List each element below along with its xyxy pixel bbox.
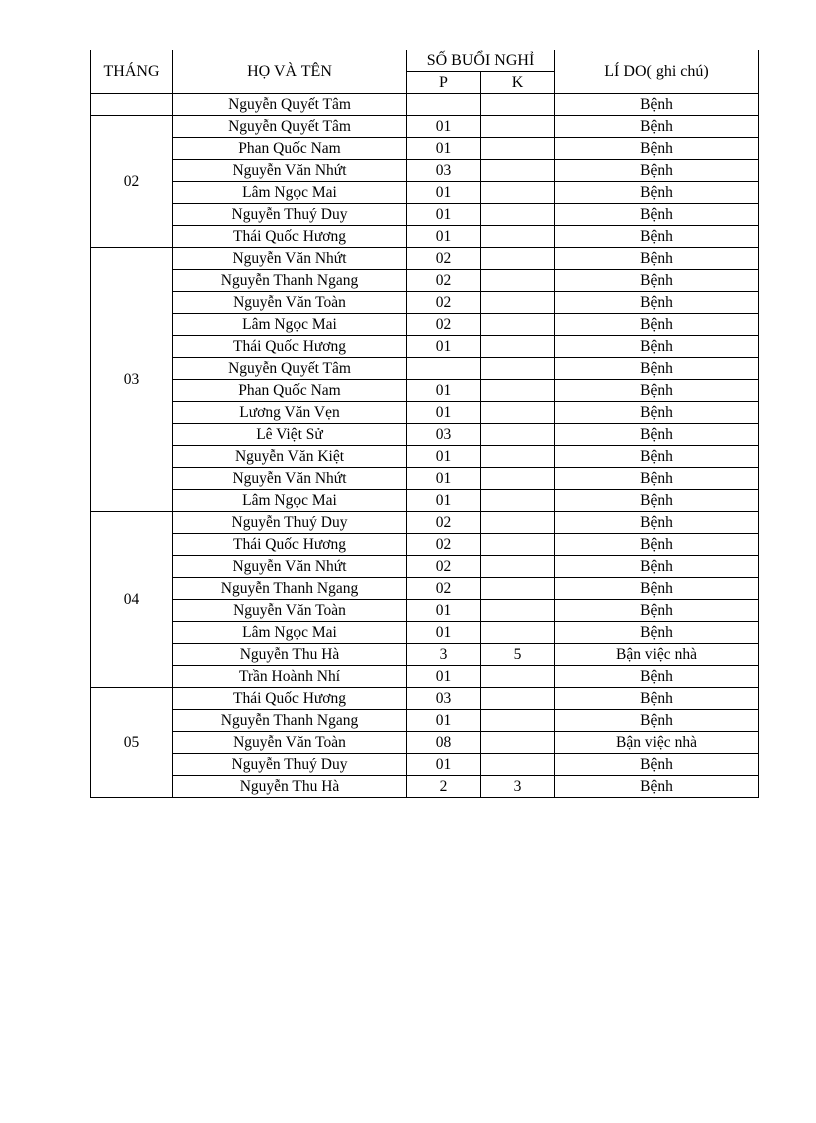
k-cell: [481, 622, 555, 644]
name-cell: Phan Quốc Nam: [173, 380, 407, 402]
k-cell: 3: [481, 776, 555, 798]
header-absences: SỐ BUỔI NGHỈ: [407, 50, 555, 72]
k-cell: [481, 512, 555, 534]
month-cell: 03: [91, 248, 173, 512]
header-p: P: [407, 72, 481, 94]
name-cell: Nguyễn Văn Toàn: [173, 292, 407, 314]
name-cell: Nguyễn Thu Hà: [173, 776, 407, 798]
reason-cell: Bệnh: [555, 182, 759, 204]
k-cell: [481, 226, 555, 248]
name-cell: Nguyễn Thu Hà: [173, 644, 407, 666]
table-row: [91, 578, 759, 600]
table-row: [91, 468, 759, 490]
reason-cell: Bận việc nhà: [555, 732, 759, 754]
reason-cell: Bệnh: [555, 578, 759, 600]
reason-cell: Bận việc nhà: [555, 644, 759, 666]
p-cell: 01: [407, 116, 481, 138]
table-row: [91, 710, 759, 732]
p-cell: 2: [407, 776, 481, 798]
k-cell: [481, 666, 555, 688]
k-cell: [481, 116, 555, 138]
k-cell: [481, 688, 555, 710]
table-row: [91, 556, 759, 578]
table-row: [91, 402, 759, 424]
name-cell: Lâm Ngọc Mai: [173, 182, 407, 204]
k-cell: [481, 160, 555, 182]
name-cell: Nguyễn Thuý Duy: [173, 512, 407, 534]
reason-cell: Bệnh: [555, 204, 759, 226]
k-cell: [481, 138, 555, 160]
name-cell: Nguyễn Thanh Ngang: [173, 578, 407, 600]
reason-cell: Bệnh: [555, 776, 759, 798]
k-cell: [481, 94, 555, 116]
name-cell: Nguyễn Thanh Ngang: [173, 270, 407, 292]
name-cell: Lương Văn Vẹn: [173, 402, 407, 424]
k-cell: [481, 534, 555, 556]
table-row: [91, 204, 759, 226]
name-cell: Nguyễn Thuý Duy: [173, 754, 407, 776]
table-row: [91, 534, 759, 556]
name-cell: Nguyễn Quyết Tâm: [173, 358, 407, 380]
table-row: [91, 490, 759, 512]
reason-cell: Bệnh: [555, 424, 759, 446]
table-row: [91, 754, 759, 776]
reason-cell: Bệnh: [555, 556, 759, 578]
reason-cell: Bệnh: [555, 446, 759, 468]
name-cell: Lâm Ngọc Mai: [173, 314, 407, 336]
p-cell: 08: [407, 732, 481, 754]
reason-cell: Bệnh: [555, 754, 759, 776]
reason-cell: Bệnh: [555, 336, 759, 358]
k-cell: [481, 468, 555, 490]
p-cell: 3: [407, 644, 481, 666]
p-cell: 01: [407, 336, 481, 358]
table-row: [91, 138, 759, 160]
name-cell: Thái Quốc Hương: [173, 534, 407, 556]
k-cell: [481, 204, 555, 226]
k-cell: [481, 710, 555, 732]
p-cell: 02: [407, 534, 481, 556]
reason-cell: Bệnh: [555, 116, 759, 138]
name-cell: Nguyễn Quyết Tâm: [173, 116, 407, 138]
p-cell: 02: [407, 314, 481, 336]
k-cell: [481, 292, 555, 314]
reason-cell: Bệnh: [555, 710, 759, 732]
table-row: [91, 622, 759, 644]
p-cell: [407, 94, 481, 116]
k-cell: [481, 490, 555, 512]
reason-cell: Bệnh: [555, 248, 759, 270]
name-cell: Nguyễn Thuý Duy: [173, 204, 407, 226]
name-cell: Nguyễn Văn Nhứt: [173, 556, 407, 578]
month-cell: [91, 94, 173, 116]
name-cell: Nguyễn Văn Nhứt: [173, 248, 407, 270]
table-row: [91, 182, 759, 204]
table-row: [91, 160, 759, 182]
name-cell: Nguyễn Văn Toàn: [173, 732, 407, 754]
reason-cell: Bệnh: [555, 688, 759, 710]
reason-cell: Bệnh: [555, 622, 759, 644]
table-row: [91, 424, 759, 446]
table-row: [91, 644, 759, 666]
name-cell: Thái Quốc Hương: [173, 688, 407, 710]
p-cell: 02: [407, 556, 481, 578]
reason-cell: Bệnh: [555, 512, 759, 534]
p-cell: 03: [407, 688, 481, 710]
name-cell: Nguyễn Thanh Ngang: [173, 710, 407, 732]
name-cell: Lê Việt Sử: [173, 424, 407, 446]
name-cell: Lâm Ngọc Mai: [173, 622, 407, 644]
reason-cell: Bệnh: [555, 226, 759, 248]
table-row: [91, 270, 759, 292]
p-cell: 01: [407, 710, 481, 732]
reason-cell: Bệnh: [555, 270, 759, 292]
name-cell: Lâm Ngọc Mai: [173, 490, 407, 512]
k-cell: [481, 732, 555, 754]
reason-cell: Bệnh: [555, 94, 759, 116]
p-cell: 02: [407, 270, 481, 292]
k-cell: [481, 314, 555, 336]
k-cell: [481, 248, 555, 270]
k-cell: [481, 556, 555, 578]
k-cell: [481, 446, 555, 468]
name-cell: Nguyễn Quyết Tâm: [173, 94, 407, 116]
k-cell: [481, 270, 555, 292]
reason-cell: Bệnh: [555, 490, 759, 512]
table-row: [91, 666, 759, 688]
header-name: HỌ VÀ TÊN: [173, 50, 407, 94]
p-cell: 01: [407, 182, 481, 204]
p-cell: 01: [407, 468, 481, 490]
table-body: [91, 94, 759, 798]
table-row: [91, 512, 759, 534]
p-cell: 01: [407, 446, 481, 468]
name-cell: Nguyễn Văn Toàn: [173, 600, 407, 622]
p-cell: 01: [407, 666, 481, 688]
k-cell: [481, 182, 555, 204]
p-cell: 02: [407, 292, 481, 314]
table-row: [91, 314, 759, 336]
reason-cell: Bệnh: [555, 314, 759, 336]
month-cell: 04: [91, 512, 173, 688]
table-row: [91, 688, 759, 710]
table-row: [91, 226, 759, 248]
table-row: [91, 116, 759, 138]
reason-cell: Bệnh: [555, 358, 759, 380]
k-cell: [481, 600, 555, 622]
reason-cell: Bệnh: [555, 160, 759, 182]
table-row: [91, 248, 759, 270]
p-cell: 01: [407, 402, 481, 424]
table-row: [91, 94, 759, 116]
p-cell: 02: [407, 578, 481, 600]
p-cell: 01: [407, 204, 481, 226]
table-row: [91, 292, 759, 314]
reason-cell: Bệnh: [555, 534, 759, 556]
p-cell: [407, 358, 481, 380]
table-row: [91, 776, 759, 798]
p-cell: 01: [407, 380, 481, 402]
name-cell: Nguyễn Văn Nhứt: [173, 160, 407, 182]
k-cell: 5: [481, 644, 555, 666]
p-cell: 01: [407, 754, 481, 776]
name-cell: Thái Quốc Hương: [173, 226, 407, 248]
table-row: [91, 380, 759, 402]
header-k: K: [481, 72, 555, 94]
k-cell: [481, 336, 555, 358]
name-cell: Trần Hoành Nhí: [173, 666, 407, 688]
p-cell: 01: [407, 600, 481, 622]
reason-cell: Bệnh: [555, 380, 759, 402]
p-cell: 03: [407, 160, 481, 182]
k-cell: [481, 424, 555, 446]
reason-cell: Bệnh: [555, 600, 759, 622]
table-row: [91, 446, 759, 468]
name-cell: Nguyễn Văn Nhứt: [173, 468, 407, 490]
reason-cell: Bệnh: [555, 138, 759, 160]
p-cell: 02: [407, 512, 481, 534]
reason-cell: Bệnh: [555, 292, 759, 314]
k-cell: [481, 380, 555, 402]
p-cell: 01: [407, 138, 481, 160]
p-cell: 01: [407, 226, 481, 248]
table-row: [91, 600, 759, 622]
reason-cell: Bệnh: [555, 402, 759, 424]
header-reason: LÍ DO( ghi chú): [555, 50, 759, 94]
name-cell: Nguyễn Văn Kiệt: [173, 446, 407, 468]
table-row: [91, 336, 759, 358]
reason-cell: Bệnh: [555, 666, 759, 688]
reason-cell: Bệnh: [555, 468, 759, 490]
k-cell: [481, 358, 555, 380]
header-month: THÁNG: [91, 50, 173, 94]
p-cell: 03: [407, 424, 481, 446]
k-cell: [481, 402, 555, 424]
p-cell: 02: [407, 248, 481, 270]
name-cell: Phan Quốc Nam: [173, 138, 407, 160]
table-row: [91, 358, 759, 380]
k-cell: [481, 754, 555, 776]
absence-table: [90, 50, 759, 798]
month-cell: 02: [91, 116, 173, 248]
name-cell: Thái Quốc Hương: [173, 336, 407, 358]
month-cell: 05: [91, 688, 173, 798]
p-cell: 01: [407, 490, 481, 512]
table-row: [91, 732, 759, 754]
p-cell: 01: [407, 622, 481, 644]
k-cell: [481, 578, 555, 600]
